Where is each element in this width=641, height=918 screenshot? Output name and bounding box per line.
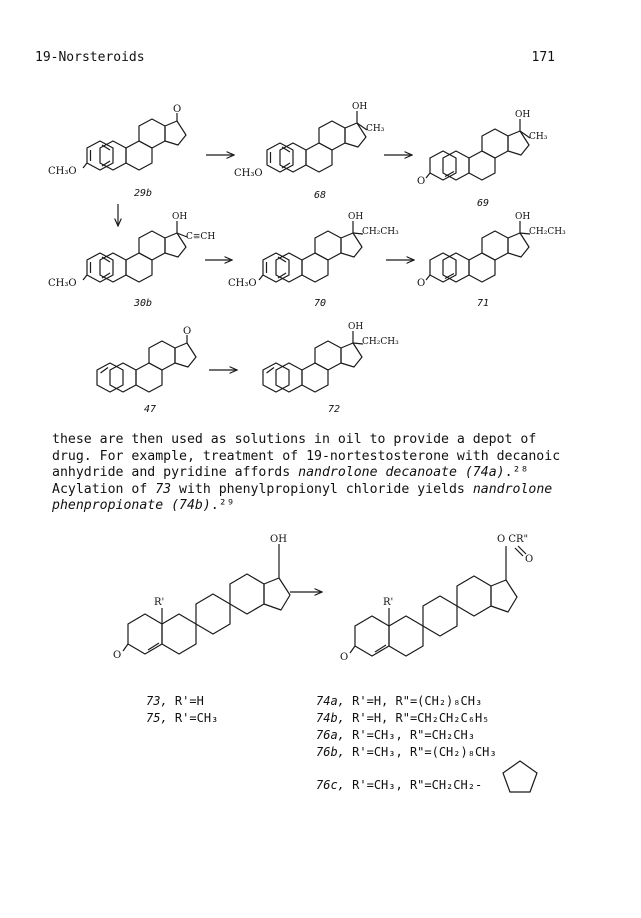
compound-74-76: [340, 534, 533, 663]
body-text-2: Acylation of: [52, 481, 148, 497]
list-item: 76b, R'=CH₃, R"=(CH₂)₈CH₃: [316, 745, 497, 759]
oxo-label: O: [417, 278, 426, 289]
list-item: 76c, R'=CH₃, R"=CH₂CH₂-: [316, 778, 483, 792]
hydroxyl-label: OH: [515, 110, 531, 120]
compound-70: [228, 212, 399, 309]
r-prime-label: R': [154, 597, 165, 608]
carbonyl-o-label: O: [525, 554, 534, 565]
list-item: 75, R'=CH₃: [146, 711, 219, 725]
esterification-scheme: [0, 530, 641, 670]
compound-72: [263, 322, 399, 415]
compound-number: 47: [144, 404, 157, 415]
compound-number: 30b: [134, 298, 153, 309]
compound-number: 29b: [134, 188, 153, 199]
methoxy-label: CH₃O: [48, 166, 77, 177]
compound-name-phenpropionate: nandrolone phenpropionate (74b): [52, 481, 553, 513]
compound-number: 72: [328, 404, 341, 415]
list-item: 76a, R'=CH₃, R"=CH₂CH₃: [316, 728, 475, 742]
oxo-label: O: [417, 176, 426, 187]
reference-28: .²⁸: [504, 465, 529, 480]
hydroxyl-label: OH: [172, 212, 188, 222]
compound-69: [417, 110, 548, 209]
compound-number: 68: [314, 190, 327, 201]
compound-number: 69: [477, 198, 490, 209]
running-head: 19-Norsteroids: [35, 50, 145, 65]
substituent-list-right: [316, 693, 497, 794]
compound-29b: [48, 104, 186, 199]
ethyl-label: CH₂CH₃: [362, 227, 399, 237]
hydroxyl-label: OH: [348, 322, 364, 332]
oxo-label: O: [340, 652, 349, 663]
reaction-scheme: [0, 100, 641, 420]
hydroxyl-label: OH: [348, 212, 364, 222]
list-item: 73, R'=H: [146, 694, 204, 708]
methyl-label: CH₃: [366, 124, 385, 134]
compound-30b: [48, 212, 215, 309]
oxo-label: O: [173, 104, 182, 115]
methyl-label: CH₃: [529, 132, 548, 142]
body-paragraph: [52, 432, 572, 515]
compound-name-decanoate: nandrolone decanoate (74a): [298, 465, 505, 480]
list-item: 74b, R'=H, R"=CH₂CH₂C₆H₅: [316, 711, 490, 725]
methoxy-label: CH₃O: [228, 278, 257, 289]
compound-47: [97, 326, 196, 415]
list-item: 74a, R'=H, R"=(CH₂)₈CH₃: [316, 694, 483, 708]
ethynyl-label: C≡CH: [186, 232, 216, 242]
body-text-3: with phenylpropionyl chloride yields: [171, 481, 473, 497]
compound-71: [417, 212, 566, 309]
hydroxyl-label: OH: [352, 102, 368, 112]
ester-label: O CR": [497, 534, 529, 545]
substituent-list-left: [146, 693, 218, 727]
body-text-1: these are then used as solutions in oil to provide a depot of drug. For example, treatment of 19-nortestosterone with decanoic anhydride and pyridine affords: [52, 432, 561, 480]
reference-29: .²⁹: [210, 498, 235, 513]
cyclopentyl-ring: [500, 758, 540, 798]
compound-number: 71: [477, 298, 490, 309]
page-number: 171: [531, 50, 555, 65]
ethyl-label: CH₂CH₃: [362, 337, 399, 347]
compound-number: 70: [314, 298, 327, 309]
ethyl-label: CH₂CH₃: [529, 227, 566, 237]
hydroxyl-label: OH: [515, 212, 531, 222]
compound-68: [234, 102, 385, 201]
r-prime-label: R': [383, 597, 394, 608]
oxo-label: O: [113, 650, 122, 661]
compound-73-75: [113, 534, 290, 661]
compound-ref-73: 73: [155, 481, 172, 497]
hydroxyl-label: OH: [270, 534, 287, 545]
oxo-label: O: [183, 326, 192, 337]
methoxy-label: CH₃O: [234, 168, 263, 179]
methoxy-label: CH₃O: [48, 278, 77, 289]
